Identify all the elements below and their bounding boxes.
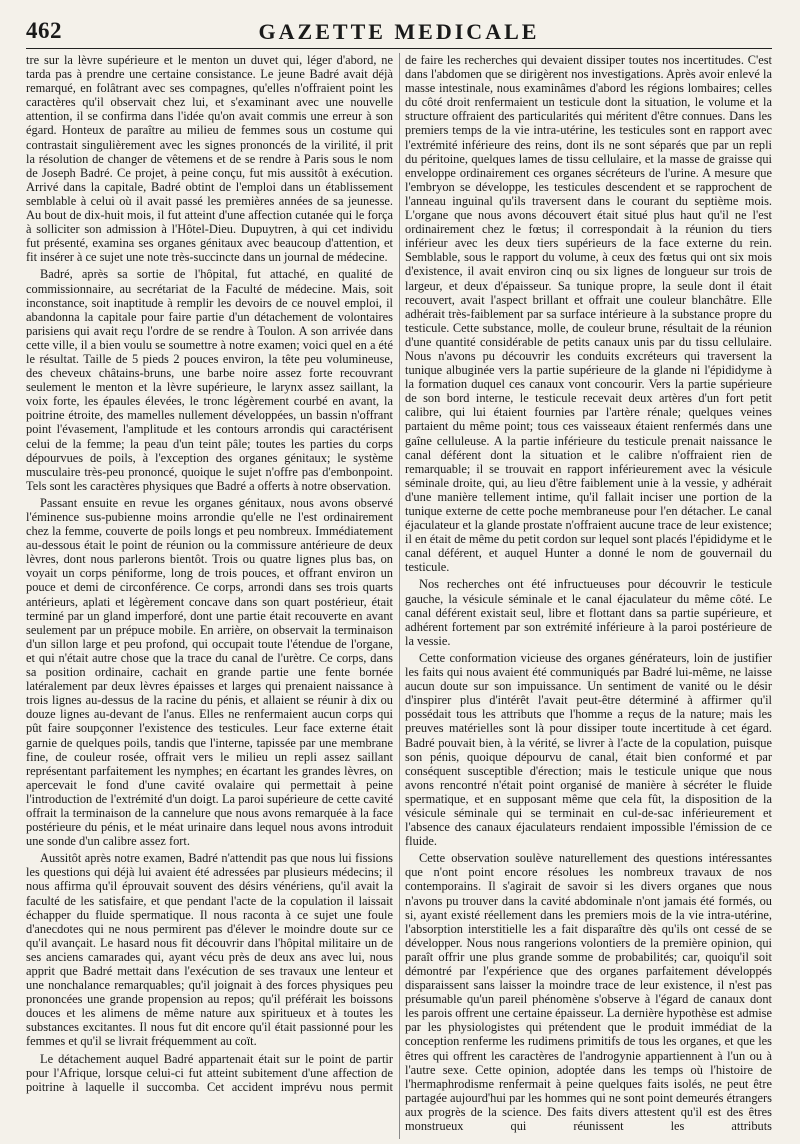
journal-title: GAZETTE MEDICALE [258,19,540,44]
paragraph: Cette observation soulève naturellement des questions intéressantes que n'ont point encore résolues les nombreux travaux de nos contemporains. Il s'agirait de savoir si les divers organes que nous n'avons pu trouver dans la cavité abdominale n'ont jamais été formés, ou si, ayant existé réellement dans les premiers mois de la vie intra-utérine, l'absorption interstitielle les a fait disparaître dès qu'ils ont cessé de se développer. Nous nous rangerions volontiers de la première opinion, qui paraît offrir une plus grande somme de probabilités; car, quoiqu'il soit démontré par l'expérience que des organes parfaitement développés disparaissent sans laisser la moindre trace de leur existence, il n'est pas présumable qu'un pareil phénomène s'observe à l'égard de canaux dont les parois offrent une certaine épaisseur. La dernière hypothèse est admise par les physiologistes qui prétendent que le produit immédiat de la conception renferme les rudimens primitifs de tous les organes, et que les êtres qui offrent les caractères de l'androgynie appartiennent à l'un ou à l'autre sexe. Cette opinion, adoptée dans les temps où l'histoire de l'hermaphrodisme renfermait à peine quelques faits isolés, ne peut être partagée aujourd'hui par les hommes qui ne sont point demeurés étrangers aux progrès de la science. Des faits divers attestent qu'il est des êtres monstrueux qui réunissent les attributs [405,851,772,1134]
article-columns [26,53,772,1139]
paragraph: de faire les recherches qui devaient dissiper toutes nos incertitudes. C'est dans l'abdomen que se dirigèrent nos investigations. Après avoir enlevé la masse intestinale, nous examinâmes d'abord les régions lombaires; celles du côté droit renfermaient un testicule dont la situation, le volume et la structure offraient des particularités qui méritent d'être connues. Dans les premiers temps de la vie intra-utérine, les testicules sont en rapport avec l'extrémité inférieure des reins, dont ils ne sont séparés que par un repli du péritoine, quelques lames de tissu cellulaire, et la masse de graisse qui enveloppe ordinairement ces organes sécréteurs de l'urine. A mesure que l'embryon se développe, les testicules descendent et se rapprochent de l'anneau inguinal qu'ils traversent dans le courant du septième mois. L'organe que nous avons découvert était situé plus haut qu'il ne l'est ordinairement chez le fœtus; il correspondait à la réunion du tiers inférieur avec les deux tiers supérieurs de la face externe du rein. Semblable, sous le rapport du volume, à ceux des fœtus qui ont six mois d'existence, il avait environ cinq ou six lignes de longueur sur trois de largeur, et deux d'épaisseur. Sa tunique propre, la seule dont il était recouvert, avait l'aspect brillant et offrait une couleur blanchâtre. Elle adhérait très-faiblement par sa surface intérieure à la substance propre du testicule. Cette substance, molle, de couleur brune, résultait de la réunion d'une quantité considérable de petits canaux unis par du tissu cellulaire. Nous n'avons pu découvrir les conduits excréteurs qui traversent la tunique albuginée vers la partie supérieure de la glande ni l'épididyme à la formation duquel ces canaux vont concourir. Vers la partie supérieure de son bord interne, le testicule recevait deux artères d'un fort petit calibre, qui lui étaient fournies par l'artère rénale; quelques veines partaient du même point; tous ces vaisseaux étaient renfermés dans une gaîne celluleuse. A la partie inférieure du testicule prenait naissance le canal déférent dont la situation et le calibre n'offraient rien de remarquable; il se trouvait en rapport inférieurement avec la vésicule séminale droite, qui, au lieu d'être faiblement unie à la vessie, y adhérait d'une manière tellement intime, qu'il fallait inciser une portion de la tunique externe de cette poche membraneuse pour l'en détacher. Le canal éjaculateur et la glande prostate n'offraient aucune trace de leur existence; il en était de même du petit cordon sur lequel sont placés l'épididyme et le canal déférent, et auquel Hunter a donné le nom de gouvernail du testicule. [405,53,772,575]
page-number: 462 [26,18,62,43]
paragraph: Le détachement auquel Badré appartenait était sur le point de partir pour l'Afrique, lorsque celui-ci fut atteint subitement d'une affection de poitrine à laquelle il succomba. Cet accident imprévu nous permit [26,1051,393,1094]
right-column [405,53,772,1139]
column-divider [399,53,400,1139]
paragraph: Aussitôt après notre examen, Badré n'attendit pas que nous lui fissions les questions qui déjà lui avaient été adressées par plusieurs médecins; il nous affirma qu'il éprouvait souvent des désirs vénériens, qu'il avait la faculté de les satisfaire, et que pendant l'acte de la copulation il laissait échapper du fluide spermatique. Il nous raconta à ce sujet une foule d'anecdotes qui ne nous permirent pas d'élever le moindre doute sur ce qu'il avançait. Le hasard nous fit découvrir dans l'hôpital militaire un de ses anciens camarades qui, ayant vécu près de deux ans avec lui, nous apprit que Badré mettait dans l'exécution de ses travaux une lenteur et une nonchalance remarquables; qu'il joignait à des forces physiques peu prononcées une grande propension au repos; qu'il préférait les boissons douces et les alimens de même nature aux spiritueux et à toutes les substances excitantes. Il nous fut dit encore qu'il était passionné pour les femmes et qu'il se livrait fréquemment au coït. [26,851,393,1049]
paragraph: Passant ensuite en revue les organes génitaux, nous avons observé l'éminence sus-pubienne moins arrondie qu'elle ne l'est ordinairement chez la femme, couverte de poils longs et peu nombreux. Immédiatement au-dessous était le point de réunion ou la commissure antérieure de deux lèvres, dont nous parlerons bientôt. Trois ou quatre lignes plus bas, on voyait un corps péniforme, long de trois pouces, et offrant environ un pouce et demi de circonférence. Ce corps, arrondi dans ses trois quarts antérieurs, aplati et légèrement concave dans son quart postérieur, était terminé par un gland imperforé, dont une partie était recouverte en avant seulement par un prépuce mobile. En arrière, on observait la terminaison d'un sillon large et peu profond, qui occupait toute l'étendue de l'organe, et qui n'était autre chose que la trace du canal de l'urètre. Ce corps, dans sa position ordinaire, cachait en grande partie une fente bornée latéralement par deux lèvres épaisses et larges qui prenaient naissance à trois lignes au-dessus de la racine du pénis, et allaient se réunir à dix ou douze lignes au-devant de l'anus. Elles ne renfermaient aucun corps qui pût faire soupçonner l'existence des testicules. Leur face externe était garnie de quelques poils, tandis que l'interne, tapissée par une membrane fine, de couleur rosée, offrait vers le milieu un repli assez saillant représentant parfaitement les nymphes; en écartant les grandes lèvres, on apercevait le fond d'une cavité ovalaire qui permettait à peine l'introduction de l'extrémité d'un doigt. La paroi supérieure de cette cavité offrait la terminaison de la cannelure que nous avons remarquée à la face postérieure du pénis, et le méat urinaire dans lequel nous avons introduit une sonde d'un calibre assez fort. [26,495,393,849]
page-header [26,14,772,49]
paragraph: Badré, après sa sortie de l'hôpital, fut attaché, en qualité de commissionnaire, au secrétariat de la Faculté de médecine. Mais, soit inconstance, soit inaptitude à remplir les devoirs de ce nouvel emploi, il abandonna la capitale pour faire partie d'un détachement de volontaires parisiens qui avait reçu l'ordre de se rendre à Toulon. A son arrivée dans cette ville, il a bien voulu se soumettre à notre examen; voici quel en a été le résultat. Taille de 5 pieds 2 pouces environ, la tête peu volumineuse, des cheveux châtains-bruns, une barbe noire assez forte recouvrant seulement le menton et la lèvre supérieure, le larynx assez saillant, la voix forte, les épaules élevées, le tronc légèrement courbé en avant, la poitrine étroite, des mamelles nullement développées, un bassin n'offrant point l'évasement, l'amplitude et les contours arrondis qui caractérisent celui de la femme; la peau d'un teint pâle; toutes les parties du corps dépourvues de poils, à l'exception des organes génitaux; le système musculaire très-peu prononcé, quoique le sujet n'offre pas d'embonpoint. Tels sont les caractères physiques que Badré a offerts à notre observation. [26,267,393,493]
paragraph: tre sur la lèvre supérieure et le menton un duvet qui, léger d'abord, ne tarda pas à prendre une certaine consistance. Le jeune Badré avait déjà remarqué, en folâtrant avec ses compagnes, qu'elles n'offraient point les caractères qu'il observait chez lui, et s'examinant avec une nouvelle attention, il se confirma dans l'idée qu'on avait commis une erreur à son égard. Honteux de paraître au milieu de femmes sous un costume qui contrastait singulièrement avec les signes prononcés de la virilité, il prit la résolution de changer de vêtemens et de se rendre à Paris sous le nom de Joseph Badré. Ce projet, à peine conçu, fut mis aussitôt à exécution. Arrivé dans la capitale, Badré obtint de l'emploi dans un établissement semblable à celui où il avait passé les premières années de sa jeunesse. Au bout de dix-huit mois, il fut atteint d'une affection cutanée qui le força à solliciter son admission à l'Hôtel-Dieu. Dupuytren, à qui cet individu fut présenté, examina ses organes génitaux avec beaucoup d'attention, et fit insérer à ce sujet une note très-succincte dans un journal de médecine. [26,53,393,265]
left-column [26,53,393,1139]
paragraph: Cette conformation vicieuse des organes générateurs, loin de justifier les faits qui nous avaient été communiqués par Badré lui-même, ne laisse aucun doute sur son impuissance. Un sentiment de vanité ou le désir d'inspirer plus d'intérêt l'avait peut-être déterminé à affirmer qu'il possédait tous les attributs que l'homme a reçus de la nature; mais les preuves matérielles sont là pour dissiper toute incertitude à cet égard. Badré pouvait bien, à la vérité, se livrer à l'acte de la copulation, puisque son pénis, quoique dépourvu de canal, était bien conformé et par conséquent susceptible d'érection; mais le testicule unique que nous avons rencontré n'était point organisé de manière à sécréter le fluide spermatique, et en supposant même que cela fût, la disposition de la vésicule séminale qui se terminait en cul-de-sac inférieurement et l'absence des canaux éjaculateurs rendaient impossible l'émission de ce fluide. [405,650,772,849]
paragraph: Nos recherches ont été infructueuses pour découvrir le testicule gauche, la vésicule séminale et le canal éjaculateur du même côté. Le canal déférent existait seul, libre et flottant dans sa partie supérieure, et adhérent fortement par son extrémité inférieure à la paroi postérieure de la vessie. [405,577,772,648]
